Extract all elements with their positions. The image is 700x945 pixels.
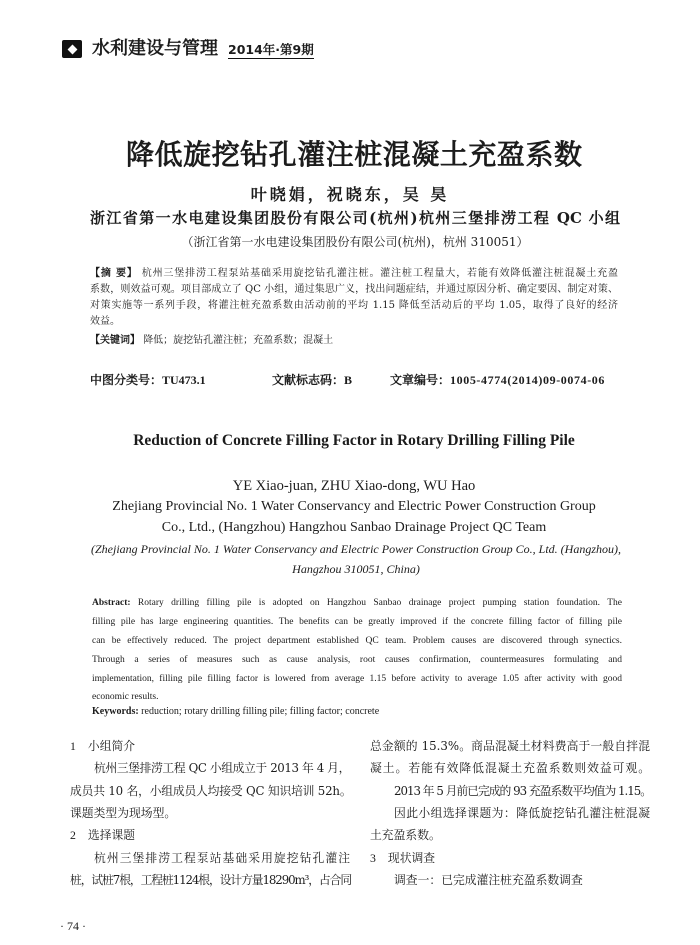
section-title: 现状调查: [387, 851, 436, 865]
body-text-line: 调查一：已完成灌注桩充盈系数调查: [394, 873, 583, 887]
article-number-value: 1005-4774(2014)09-0074-06: [450, 373, 605, 387]
abstract-en-line: implementation, filling pile filling factor is lowered from average 1.15 before activity to average 1.05 after activity with good: [92, 674, 622, 684]
body-text-line: 杭州三堡排涝工程泵站基础采用旋挖钻孔灌注: [94, 851, 350, 865]
paper-title-cn: 降低旋挖钻孔灌注桩混凝土充盈系数: [126, 138, 582, 171]
keywords-cn-text: 降低；旋挖钻孔灌注桩；充盈系数；混凝土: [143, 335, 334, 346]
body-text-line: 因此小组选择课题为：降低旋挖钻孔灌注桩混凝: [394, 806, 650, 820]
body-text-line: 杭州三堡排涝工程 QC 小组成立于 2013 年 4 月，: [94, 761, 350, 775]
section-number: 3: [370, 851, 376, 865]
article-number-label: 文章编号：: [390, 373, 451, 387]
section-heading-2: [70, 826, 135, 844]
abstract-cn-label: 【摘 要】: [90, 268, 138, 279]
body-text-line: 总金额的 15.3%。商品混凝土材料费高于一般自拌混: [370, 739, 650, 753]
section-title: 小组简介: [87, 739, 136, 753]
abstract-en-text: Rotary drilling filling pile is adopted on Hangzhou Sanbao drainage project pumping station foundation. The: [137, 598, 622, 608]
keywords-en-label: Keywords:: [92, 706, 139, 717]
abstract-cn-text: 杭州三堡排涝工程泵站基础采用旋挖钻孔灌注桩。灌注桩工程量大，若能有效降低灌注桩混凝土充盈: [141, 268, 619, 279]
body-text-line: 成员共 10 名，小组成员人均接受 QC 知识培训 52h。: [70, 784, 352, 798]
abstract-cn-line: [90, 266, 618, 281]
authors-cn: 叶晓娟，祝晓东，吴 昊: [250, 185, 450, 204]
document-code: [272, 372, 352, 388]
article-number: [390, 372, 605, 388]
affiliation-en-line: Zhejiang Provincial No. 1 Water Conservancy and Electric Power Construction Group: [112, 499, 596, 514]
abstract-cn-line: 对策实施等一系列手段，将灌注桩充盈系数由活动前的平均 1.15 降低至活动后的平均 1.05，取得了良好的经济: [90, 300, 618, 311]
abstract-en-line: Through a series of measures such as cause analysis, root causes confirmation, countermeasures formulating and: [92, 655, 622, 665]
abstract-en-line: [92, 596, 622, 610]
section-title: 选择课题: [87, 828, 136, 842]
abstract-en-label: Abstract:: [92, 598, 131, 608]
section-heading-3: [370, 849, 435, 867]
body-text-line: 土充盈系数。: [370, 828, 441, 842]
keywords-en-text: reduction; rotary drilling filling pile; filling factor; concrete: [141, 706, 380, 717]
affiliation-en-line: Co., Ltd., (Hangzhou) Hangzhou Sanbao Drainage Project QC Team: [161, 520, 547, 535]
abstract-en-line: filling pile has large engineering quantities. The benefits can be greatly improved if the concrete filling factor of filling pile: [92, 617, 622, 627]
body-text-line: 桩，试桩7根，工程桩1124根，设计方量18290m³，占合同: [70, 873, 352, 887]
keywords-cn-label: 【关键词】: [90, 335, 140, 346]
abstract-cn-line: 系数，则效益可观。项目部成立了 QC 小组，通过集思广义，找出问题症结，并通过原因分析、确定要因、制定对策、: [90, 284, 618, 295]
paper-title-en: Reduction of Concrete Filling Factor in Rotary Drilling Filling Pile: [133, 432, 575, 449]
journal-issue: 2014年·第9期: [228, 42, 314, 57]
abstract-cn-line: 效益。: [90, 316, 120, 327]
document-code-value: B: [344, 373, 353, 387]
section-number: 2: [70, 828, 76, 842]
body-text-line: 凝土。若能有效降低混凝土充盈系数则效益可观。: [370, 761, 650, 775]
clc-number: [90, 372, 206, 388]
authors-en: YE Xiao-juan, ZHU Xiao-dong, WU Hao: [232, 478, 476, 494]
abstract-en-line: economic results.: [92, 692, 159, 702]
affiliation-en-address-line: (Zhejiang Provincial No. 1 Water Conservancy and Electric Power Construction Group Co., Ltd. (Hangzhou),: [91, 542, 621, 556]
keywords-en: [92, 705, 379, 719]
abstract-en-line: can be effectively reduced. The project department established QC team. Problem causes are discovered through synectics.: [92, 636, 622, 646]
journal-header: [62, 38, 342, 62]
body-text-line: 2013 年 5 月前已完成的 93 充盈系数平均值为 1.15。: [394, 784, 652, 798]
section-number: 1: [70, 739, 76, 753]
keywords-cn: [90, 333, 333, 348]
document-code-label: 文献标志码：: [272, 373, 345, 387]
page-number: · 74 ·: [60, 919, 86, 933]
body-text-line: 课题类型为现场型。: [70, 806, 177, 820]
affiliation-cn-group: 浙江省第一水电建设集团股份有限公司(杭州)杭州三堡排涝工程 QC 小组: [90, 209, 620, 227]
journal-name: 水利建设与管理: [92, 38, 218, 59]
diamond-square-icon: [62, 40, 82, 58]
clc-label: 中图分类号：: [90, 373, 163, 387]
section-heading-1: [70, 737, 135, 755]
affiliation-cn-address: （浙江省第一水电建设集团股份有限公司(杭州)，杭州 310051）: [181, 235, 529, 249]
clc-value: TU473.1: [162, 373, 206, 387]
affiliation-en-address-line: Hangzhou 310051, China): [292, 562, 420, 576]
